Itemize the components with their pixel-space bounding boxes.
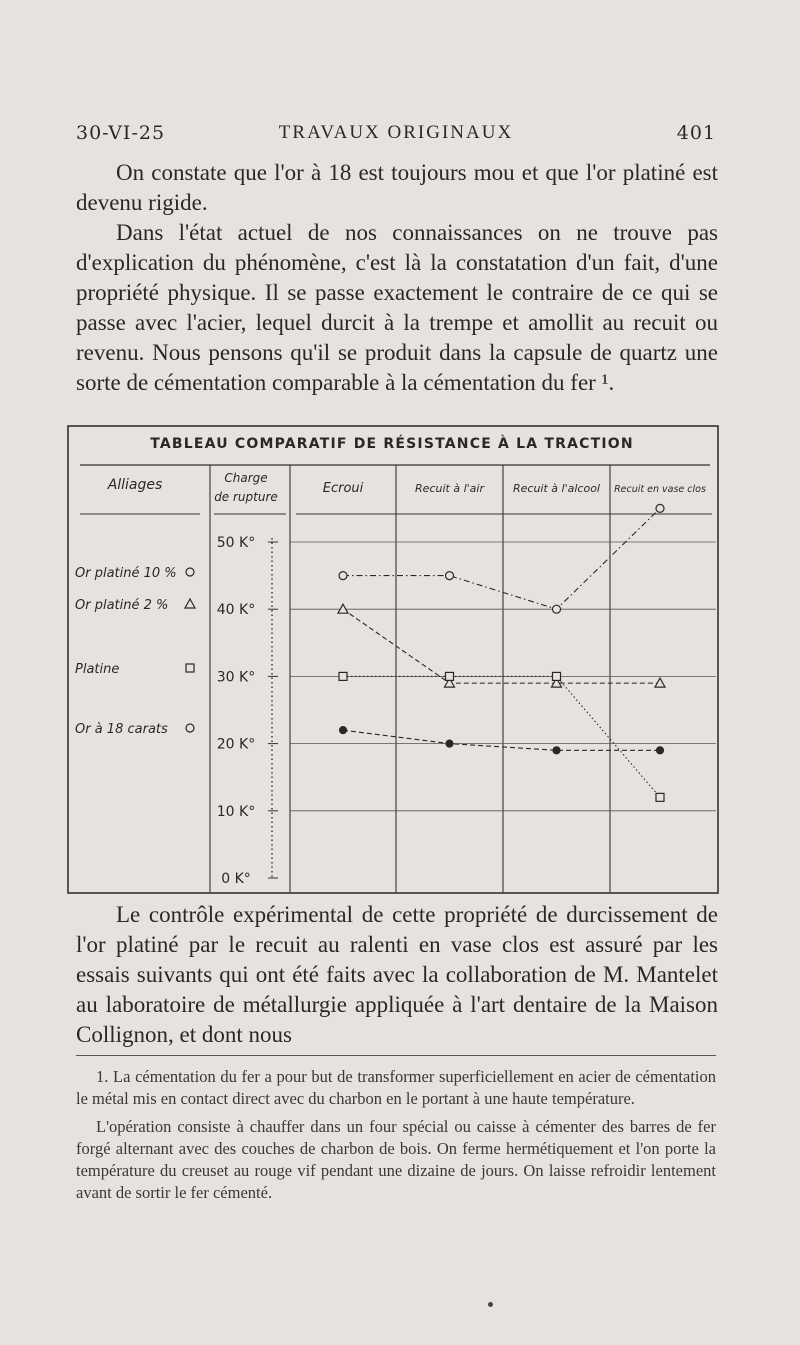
y-tick-label: 20 K° xyxy=(216,736,256,753)
data-point xyxy=(446,740,453,747)
data-point xyxy=(446,672,454,680)
y-tick-labels xyxy=(217,535,278,887)
footnote-rule xyxy=(76,1055,716,1056)
footnote-1: 1. La cémentation du fer a pour but de transformer superficiellement en acier de cémentation le métal mis en contact direct avec du charbon en le portant à une haute température. xyxy=(76,1067,716,1108)
data-point xyxy=(339,727,346,734)
data-point xyxy=(186,724,194,732)
legend-label: Platine xyxy=(75,662,120,677)
y-tick-label: 50 K° xyxy=(216,535,256,551)
data-point xyxy=(338,604,348,613)
data-point xyxy=(339,572,347,580)
y-tick-label: 40 K° xyxy=(216,602,256,619)
data-point xyxy=(553,672,561,680)
running-title: TRAVAUX ORIGINAUX xyxy=(278,122,514,143)
category-label: Recuit en vase clos xyxy=(614,484,706,495)
series-line xyxy=(343,609,660,683)
series-line xyxy=(343,730,660,750)
paragraph-2: Dans l'état actuel de nos connaissances on ne trouve pas d'explication du phénomène, c'est là la constatation d'un fait, d'une propriété physique. Il se passe exactement le contraire de ce qui se passe avec l'acier, lequel durcit à la trempe et amollit au recuit ou revenu. Nous pensons qu'il se produit dans la capsule de quartz une sorte de cémentation comparable à la cémentation du fer ¹. xyxy=(76,220,718,395)
chart-grid xyxy=(80,465,716,893)
category-labels xyxy=(323,481,706,496)
data-point xyxy=(553,747,560,754)
page-number: 401 xyxy=(676,122,716,144)
category-label: Recuit à l'alcool xyxy=(513,482,600,495)
footnote-1-continued: L'opération consiste à chauffer dans un four spécial ou caisse à cémenter des barres de fer forgé alternant avec des couches de charbon de bois. On ferme hermétiquement et l'on porte la température du creuset au rouge vif pendant une dizaine de jours. On laisse refroidir lentement avant de sortir le fer cémenté. xyxy=(76,1117,716,1202)
chart-title: TABLEAU COMPARATIF DE RÉSISTANCE À LA TRACTION xyxy=(150,436,634,452)
data-point xyxy=(656,793,664,801)
legend xyxy=(75,566,195,737)
footnotes xyxy=(76,1066,716,1210)
y-tick-label: 10 K° xyxy=(216,803,256,820)
data-point xyxy=(339,672,347,680)
paragraph-1: On constate que l'or à 18 est toujours mou et que l'or platiné est devenu rigide. xyxy=(76,160,718,215)
running-date: 30-VI-25 xyxy=(76,122,166,144)
data-point xyxy=(185,599,195,608)
category-label: Recuit à l'air xyxy=(415,482,484,495)
legend-label: Or platiné 10 % xyxy=(75,566,177,581)
paragraph-3: Le contrôle expérimental de cette propriété de durcissement de l'or platiné par le recuit au ralenti en vase clos est assuré par les essais suivants qui ont été faits avec la collaboration de M. Mantelet au laboratoire de métallurgie appliquée à l'art dentaire de la Maison Collignon, et dont nous xyxy=(76,902,718,1047)
data-point xyxy=(446,572,454,580)
body-text-bottom xyxy=(76,900,718,1050)
series-group xyxy=(338,504,665,801)
data-point xyxy=(186,568,194,576)
y-tick-label: 30 K° xyxy=(216,669,256,686)
ylabel-line-1: Charge xyxy=(224,471,268,485)
ylabel-line-2: de rupture xyxy=(214,490,278,504)
series-line xyxy=(343,676,660,797)
series-line xyxy=(343,508,660,609)
legend-label: Or à 18 carats xyxy=(75,722,168,737)
data-point xyxy=(656,504,664,512)
y-tick-label: 0 K° xyxy=(221,871,251,887)
data-point xyxy=(553,605,561,613)
print-speck xyxy=(488,1302,493,1307)
category-label: Ecroui xyxy=(322,481,364,496)
data-point xyxy=(656,747,663,754)
data-point xyxy=(186,664,194,672)
chart-frame xyxy=(68,426,718,893)
legend-label: Or platiné 2 % xyxy=(75,598,169,613)
legend-header: Alliages xyxy=(107,477,163,493)
